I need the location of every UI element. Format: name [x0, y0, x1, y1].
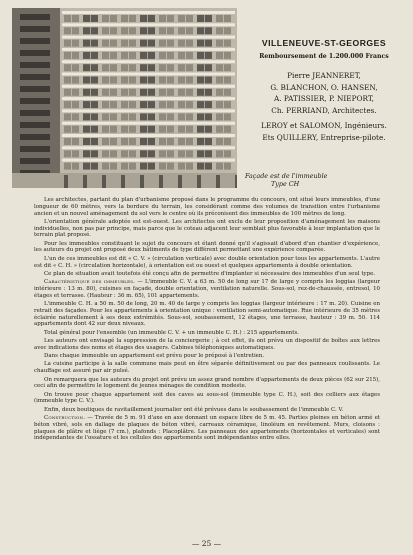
paragraph-text: On remarquera que les auteurs du projet ont prévu un assez grand nombre d'appartements de deux pièces (62 sur 215), ceci afin de permettre le logement de jeunes ménages de condition modeste. — [34, 376, 380, 390]
body-paragraph — [34, 392, 380, 406]
paragraph-text: Dans chaque immeuble un appartement est prévu pour le préposé à l'entretien. — [44, 353, 265, 360]
credit-line: Ets QUILLERY, Entreprise-pilote. — [262, 132, 386, 142]
project-subtitle: Remboursement de 1.200.000 Francs — [259, 53, 389, 60]
paragraph-text: — L'immeuble C. V. a 63 m. 50 de long sur 17 de large y compris les loggias (largeur intérieure : 13 m. 80), cuisines en façade, double orientation, ventilation naturelle. Sous-sol, rez-de-chaussée, entresol, 10 étages et terrasse. (Hauteur : 36 m. 65), 101 appartements. — [34, 279, 380, 299]
body-paragraph — [34, 377, 380, 391]
paragraph-text: — Travée de 5 m. 91 d'axe en axe donnant un espace libre de 5 m. 45. Parties pleines en béton armé et béton vibré, sols en dallage de plaques de béton vibré, carreaux céramique, linoléum en revêtement. Murs, cloisons : plaques de plâtre et liège (7 cm.), plafonds : Placoplâtre. Les panneaux des appartements (horizontales et verticales) sont indépendantes de l'ossature et les cellules des appartements sont indépendantes entre elles. — [34, 415, 380, 442]
paragraph-text: L'orientation générale adoptée est est-ouest. Les architectes ont exclu de leur proposition d'aménagement les maisons individuelles, non pas par principe, mais parce que le coteau adjacent leur semblait plus favorable à leur implantation que le terrain plat proposé. — [34, 218, 380, 239]
body-paragraph — [34, 407, 380, 414]
body-paragraph — [34, 241, 380, 255]
page-number: — 25 — — [191, 539, 222, 548]
paragraph-text: La cuisine participe à la salle commune mais peut en être séparée définitivement ou par des panneaux coulissants. Le chauffage est assuré par air pulsé. — [34, 361, 380, 375]
credit-line: Pierre JEANNERET, — [287, 71, 361, 80]
body-paragraph — [34, 361, 380, 375]
body-paragraph — [34, 301, 380, 328]
body-paragraph — [34, 415, 380, 442]
article-body — [34, 197, 380, 444]
body-paragraph — [34, 279, 380, 299]
paragraph-text: Les auteurs ont envisagé la suppression de la conciergerie ; à cet effet, ils ont prévu un dispositif de boîtes aux lettres avec indications des noms et étages des usagers. Cabines téléphoniques automatiques. — [34, 338, 380, 351]
paragraph-text: Les architectes, partant du plan d'urbanisme proposé dans le programme du concours, ont situé leurs immeubles, d'une longueur de 60 mètres, vers la bordure du terrain, les considérant comme des volumes de transition entre l'urbanisme ancien et un nouvel aménagement du sol vers le centre où ils préconisent des immeubles de 100 mètres de long. — [34, 197, 380, 217]
body-paragraph — [34, 219, 380, 239]
body-paragraph — [34, 330, 380, 337]
paragraph-text: Pour les immeubles constituant le sujet du concours et étant donné qu'il s'agissait d'abord d'un chantier d'expérience, les auteurs du projet ont proposé deux bâtiments de type différent permettant une expérience comparée. — [34, 240, 380, 254]
body-paragraph — [34, 197, 380, 217]
title-block — [244, 38, 404, 143]
figure-caption — [245, 173, 395, 188]
credit-line: Ch. PERRIAND, Architectes. — [271, 105, 377, 115]
body-paragraph — [34, 353, 380, 360]
paragraph-lead: Construction. — [44, 415, 86, 422]
paragraph-text: Ce plan de situation avait toutefois été conçu afin de permettre d'implanter si nécessaire des immeubles d'un seul type. — [44, 270, 376, 277]
body-paragraph — [34, 338, 380, 352]
paragraph-text: L'immeuble C. H. a 50 m. 50 de long, 20 m. 40 de large y compris les loggias (largeur intérieure : 17 m. 20). Cuisine en retrait des façades. Pour les appartements à orientation unique : ventilation semi-automatique. Rue intérieure de 35 mètres éclairée naturellement à ses deux extrémités. Sous-sol, soubassement, 12 étages, une terrasse, hauteur : 39 m. 50. 114 appartements dont 42 sur deux niveaux. — [34, 301, 380, 328]
caption-line: Type CH — [271, 179, 300, 188]
body-paragraph — [34, 271, 380, 278]
architects-credits — [244, 70, 404, 143]
paragraph-lead: Caractéristique des immeubles. — [44, 279, 136, 286]
facade-drawing — [12, 8, 237, 188]
paragraph-text: L'un de ces immeubles est dit « C. V. » (circulation verticale) avec double orientation pour tous les appartements. L'autre est dit « C. H. » (circulation horizontale), à orientation est ou ouest et quelques appartements à double orientation. — [34, 255, 380, 269]
credit-line: G. BLANCHON, O. HANSEN, — [270, 82, 378, 92]
body-paragraph — [34, 256, 380, 270]
credit-line: LEROY et SALOMON, Ingénieurs. — [261, 121, 387, 130]
project-title: VILLENEUVE-ST-GEORGES — [261, 38, 387, 48]
paragraph-text: Enfin, deux boutiques de ravitaillement journalier ont été prévues dans le soubassement de l'immeuble C. V. — [44, 406, 344, 413]
paragraph-text: On trouve pour chaque appartement soit des caves au sous-sol (immeuble type C. H.), soit des celliers aux étages (immeuble type C. V.). — [34, 391, 380, 405]
building-facade-illustration — [12, 8, 237, 188]
caption-line: Façade est de l'immeuble — [245, 172, 328, 180]
credit-line: A. PATISSIER, P. NIEPORT, — [273, 94, 374, 103]
paragraph-text: Total général pour l'ensemble (un immeuble C. V. + un immeuble C. H.) : 215 appartements. — [44, 329, 300, 336]
